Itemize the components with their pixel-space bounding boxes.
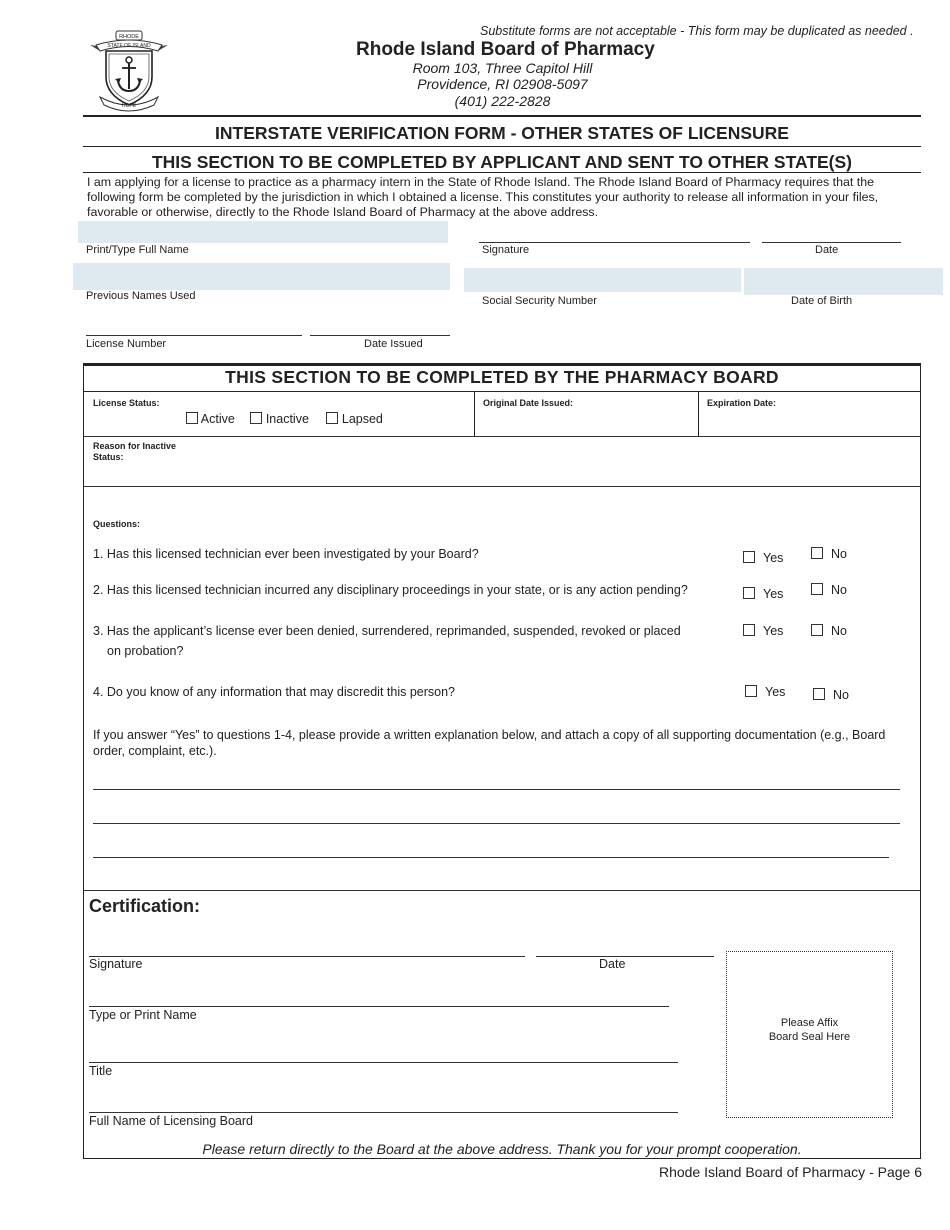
cert-signature-line[interactable] [89, 956, 525, 957]
cert-date-label: Date [599, 957, 626, 971]
cert-title-label: Title [89, 1064, 113, 1078]
page-footer: Rhode Island Board of Pharmacy - Page 6 [658, 1164, 922, 1180]
board-name: Rhode Island Board of Pharmacy [356, 39, 655, 60]
question-4-no-checkbox[interactable] [813, 688, 825, 700]
cert-board-name-label: Full Name of Licensing Board [89, 1114, 253, 1128]
license-number-line[interactable] [86, 335, 302, 336]
question-4-yes-checkbox[interactable] [745, 685, 757, 697]
date-issued-line[interactable] [310, 335, 450, 336]
cert-signature-label: Signature [89, 957, 143, 971]
status-options [186, 412, 383, 426]
question-3-no[interactable] [811, 624, 847, 638]
question-2-yes-label: Yes [763, 587, 784, 601]
explanation-note: If you answer “Yes” to questions 1-4, please provide a written explanation below, and attach a copy of all supporting documentation (e.g., Board order, complaint, etc.). [93, 728, 886, 758]
address-line-1: Room 103, Three Capitol Hill [412, 60, 593, 76]
closing-note: Please return directly to the Board at the above address. Thank you for your prompt cooperation. [202, 1141, 802, 1157]
question-3: 3. Has the applicant’s license ever been denied, surrendered, reprimanded, suspended, revoked or placed [93, 624, 681, 638]
question-2-yes-checkbox[interactable] [743, 587, 755, 599]
question-2-no-label: No [831, 583, 847, 597]
question-4-no[interactable] [813, 685, 849, 702]
explanation-line-3[interactable] [93, 857, 889, 858]
status-lapsed-label: Lapsed [341, 412, 383, 426]
title-divider [83, 146, 921, 147]
ssn-field[interactable] [464, 268, 741, 292]
seal-ribbon-text: STATE OF ISLAND [107, 43, 151, 49]
license-status-label: License Status: [93, 398, 160, 408]
status-lapsed-checkbox[interactable] [326, 412, 338, 424]
applicant-title-underline [83, 172, 921, 173]
reason-row-bottom [84, 486, 920, 487]
previous-names-label: Previous Names Used [86, 290, 196, 302]
status-active-label: Active [200, 412, 235, 426]
certification-divider [84, 890, 920, 891]
applicant-signature-line[interactable] [479, 242, 750, 243]
cert-title-line[interactable] [89, 1062, 678, 1063]
question-2-yes[interactable] [743, 583, 783, 601]
question-3-no-checkbox[interactable] [811, 624, 823, 636]
explanation-line-1[interactable] [93, 789, 900, 790]
form-title: INTERSTATE VERIFICATION FORM - OTHER STATES OF LICENSURE [215, 123, 789, 143]
expiration-date-label: Expiration Date: [707, 398, 777, 408]
status-lapsed-option[interactable] [326, 412, 383, 426]
seal-box-line-2: Board Seal Here [768, 1031, 851, 1043]
question-2: 2. Has this licensed technician incurred any disciplinary proceedings in your state, or is any action pending? [93, 583, 688, 597]
original-date-label: Original Date Issued: [483, 398, 574, 408]
question-2-no[interactable] [811, 583, 847, 597]
intro-paragraph: I am applying for a license to practice as a pharmacy intern in the State of Rhode Island. The Rhode Island Board of Pharmacy requires that the following form be completed by the jurisdiction in which I obtained a license. This constitutes your authority to release all information in your files, favorable or otherwise, directly to the Rhode Island Board of Pharmacy at the above address. [87, 175, 879, 219]
applicant-signature-label: Signature [482, 244, 530, 256]
question-1-yes[interactable] [743, 547, 783, 565]
board-title-divider [84, 391, 920, 392]
rhode-island-state-seal-icon [86, 29, 172, 113]
question-1-no[interactable] [811, 547, 847, 561]
board-seal-box [726, 951, 893, 1118]
ssn-label: Social Security Number [482, 295, 597, 307]
question-4: 4. Do you know of any information that may discredit this person? [93, 685, 455, 699]
seal-top-text: RHODE [119, 34, 139, 40]
dob-field[interactable] [744, 268, 943, 295]
applicant-date-line[interactable] [762, 242, 901, 243]
cert-print-name-line[interactable] [89, 1006, 669, 1007]
seal-bottom-text: HOPE [121, 103, 137, 109]
question-1-no-label: No [831, 547, 847, 561]
full-name-label: Print/Type Full Name [86, 244, 189, 256]
disclaimer: Substitute forms are not acceptable - This form may be duplicated as needed . [480, 24, 914, 38]
status-inactive-checkbox[interactable] [250, 412, 262, 424]
question-2-no-checkbox[interactable] [811, 583, 823, 595]
license-number-label: License Number [86, 338, 167, 350]
full-name-field[interactable] [78, 221, 448, 243]
question-3-yes-checkbox[interactable] [743, 624, 755, 636]
dob-label: Date of Birth [791, 295, 853, 307]
question-3-yes-label: Yes [763, 624, 784, 638]
certification-title: Certification: [89, 896, 201, 916]
status-row-bottom [84, 436, 920, 437]
question-1: 1. Has this licensed technician ever been investigated by your Board? [93, 547, 479, 561]
question-3-continued: on probation? [107, 644, 184, 658]
status-col-divider-1 [474, 391, 475, 437]
applicant-date-label: Date [815, 244, 839, 256]
status-inactive-option[interactable] [250, 412, 309, 426]
applicant-section-title: THIS SECTION TO BE COMPLETED BY APPLICANT AND SENT TO OTHER STATE(S) [151, 152, 853, 172]
explanation-line-2[interactable] [93, 823, 900, 824]
question-1-yes-checkbox[interactable] [743, 551, 755, 563]
state-seal [86, 29, 172, 113]
status-active-checkbox[interactable] [186, 412, 198, 424]
question-3-no-label: No [831, 624, 847, 638]
question-4-no-label: No [833, 688, 849, 702]
cert-print-name-label: Type or Print Name [89, 1008, 197, 1022]
seal-box-line-1: Please Affix [780, 1017, 839, 1029]
question-4-yes-label: Yes [765, 685, 786, 699]
question-1-no-checkbox[interactable] [811, 547, 823, 559]
address-line-2: Providence, RI 02908-5097 [417, 76, 588, 92]
phone-number: (401) 222-2828 [454, 93, 551, 109]
previous-names-field[interactable] [73, 263, 450, 290]
question-3-yes[interactable] [743, 624, 783, 638]
questions-label: Questions: [93, 519, 141, 529]
status-inactive-label: Inactive [265, 412, 309, 426]
date-issued-label: Date Issued [364, 338, 423, 350]
cert-board-name-line[interactable] [89, 1112, 678, 1113]
board-section-title: THIS SECTION TO BE COMPLETED BY THE PHARMACY BOARD [225, 367, 779, 387]
status-active-option[interactable] [186, 412, 235, 426]
question-4-yes[interactable] [745, 685, 785, 699]
reason-inactive-label: Reason for Inactive Status: [93, 441, 177, 462]
question-1-yes-label: Yes [763, 551, 784, 565]
status-col-divider-2 [698, 391, 699, 437]
header-divider [83, 115, 921, 117]
